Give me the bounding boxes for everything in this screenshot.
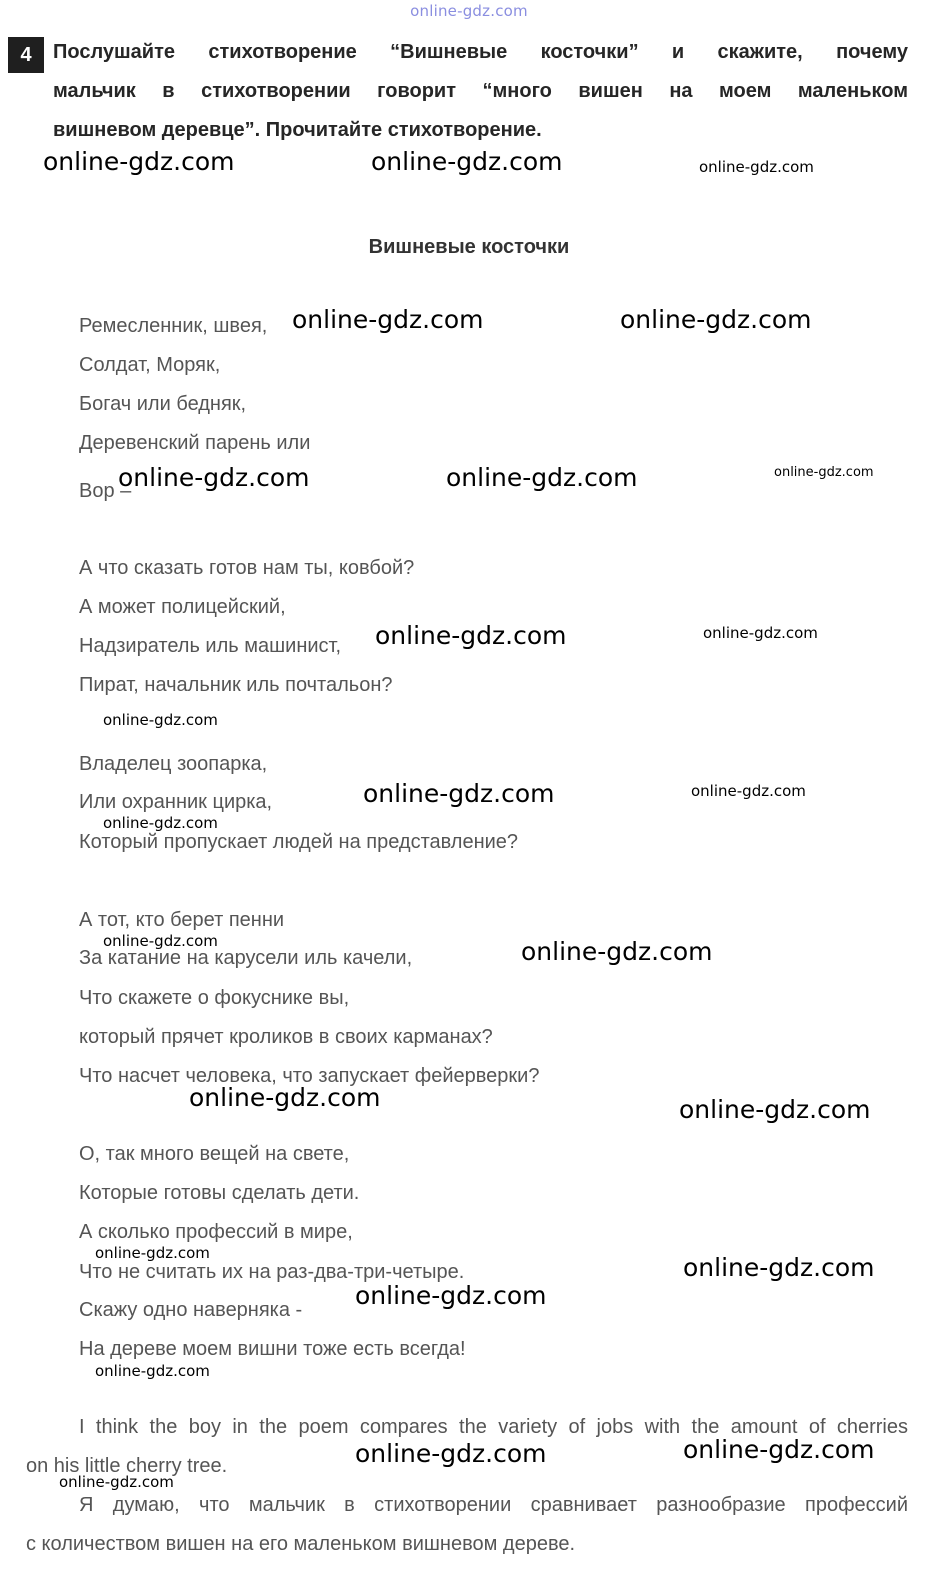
poem-line: Владелец зоопарка, xyxy=(79,753,268,775)
watermark: online-gdz.com xyxy=(103,932,218,950)
watermark: online-gdz.com xyxy=(355,1281,547,1310)
poem-line: Что не считать их на раз-два-три-четыре. xyxy=(79,1261,465,1283)
watermark: online-gdz.com xyxy=(683,1435,875,1464)
poem-line: О, так много вещей на свете, xyxy=(79,1143,350,1165)
poem-line: Надзиратель иль машинист, xyxy=(79,635,342,657)
watermark: online-gdz.com xyxy=(292,305,484,334)
watermark: online-gdz.com xyxy=(620,305,812,334)
watermark: online-gdz.com xyxy=(371,147,563,176)
answer-en-line-2: on his little cherry tree. xyxy=(26,1455,228,1477)
watermark: online-gdz.com xyxy=(699,158,814,176)
poem-line: Что насчет человека, что запускает фейерверки? xyxy=(79,1065,540,1087)
poem-line: Которые готовы сделать дети. xyxy=(79,1182,360,1204)
poem-title: Вишневые косточки xyxy=(368,236,570,258)
answer-ru-line-1: Я думаю, что мальчик в стихотворении сравнивает разнообразие профессий xyxy=(79,1494,908,1516)
watermark: online-gdz.com xyxy=(375,621,567,650)
watermark: online-gdz.com xyxy=(691,782,806,800)
poem-line: Ремесленник, швея, xyxy=(79,315,268,337)
watermark: online-gdz.com xyxy=(355,1439,547,1468)
task-instruction-line-2: мальчик в стихотворении говорит “много вишен на моем маленьком xyxy=(53,80,908,102)
poem-line: Или охранник цирка, xyxy=(79,791,273,813)
watermark: online-gdz.com xyxy=(774,465,874,480)
watermark: online-gdz.com xyxy=(521,937,713,966)
poem-line: Солдат, Моряк, xyxy=(79,354,221,376)
poem-line: А тот, кто берет пенни xyxy=(79,909,285,931)
poem-line: За катание на карусели иль качели, xyxy=(79,947,413,969)
poem-line: Скажу одно наверняка - xyxy=(79,1299,303,1321)
answer-ru-line-2: с количеством вишен на его маленьком вишневом дереве. xyxy=(26,1533,576,1555)
task-instruction-line-3: вишневом деревце”. Прочитайте стихотворение. xyxy=(53,119,542,141)
watermark: online-gdz.com xyxy=(43,147,235,176)
poem-line: А сколько профессий в мире, xyxy=(79,1221,353,1243)
watermark: online-gdz.com xyxy=(189,1083,381,1112)
watermark: online-gdz.com xyxy=(446,463,638,492)
watermark: online-gdz.com xyxy=(95,1362,210,1380)
poem-line: который прячет кроликов в своих карманах? xyxy=(79,1026,493,1048)
poem-line: На дереве моем вишни тоже есть всегда! xyxy=(79,1338,466,1360)
watermark: online-gdz.com xyxy=(59,1473,174,1491)
watermark: online-gdz.com xyxy=(95,1244,210,1262)
watermark: online-gdz.com xyxy=(683,1253,875,1282)
watermark: online-gdz.com xyxy=(679,1095,871,1124)
poem-line: А может полицейский, xyxy=(79,596,286,618)
poem-line: Который пропускает людей на представление? xyxy=(79,831,519,853)
watermark: online-gdz.com xyxy=(118,463,310,492)
poem-line: Пират, начальник иль почтальон? xyxy=(79,674,393,696)
task-number-badge: 4 xyxy=(8,37,44,73)
poem-line: Что скажете о фокуснике вы, xyxy=(79,987,350,1009)
header-watermark: online-gdz.com xyxy=(410,2,528,20)
task-instruction-line-1: Послушайте стихотворение “Вишневые косточки” и скажите, почему xyxy=(53,41,908,63)
poem-line: А что сказать готов нам ты, ковбой? xyxy=(79,557,415,579)
watermark: online-gdz.com xyxy=(103,814,218,832)
watermark: online-gdz.com xyxy=(363,779,555,808)
poem-line: Деревенский парень или xyxy=(79,432,311,454)
poem-line: Богач или бедняк, xyxy=(79,393,247,415)
answer-en-line-1: I think the boy in the poem compares the variety of jobs with the amount of cherries xyxy=(79,1416,908,1438)
poem-line: Вор – xyxy=(79,480,132,502)
watermark: online-gdz.com xyxy=(703,624,818,642)
watermark: online-gdz.com xyxy=(103,711,218,729)
